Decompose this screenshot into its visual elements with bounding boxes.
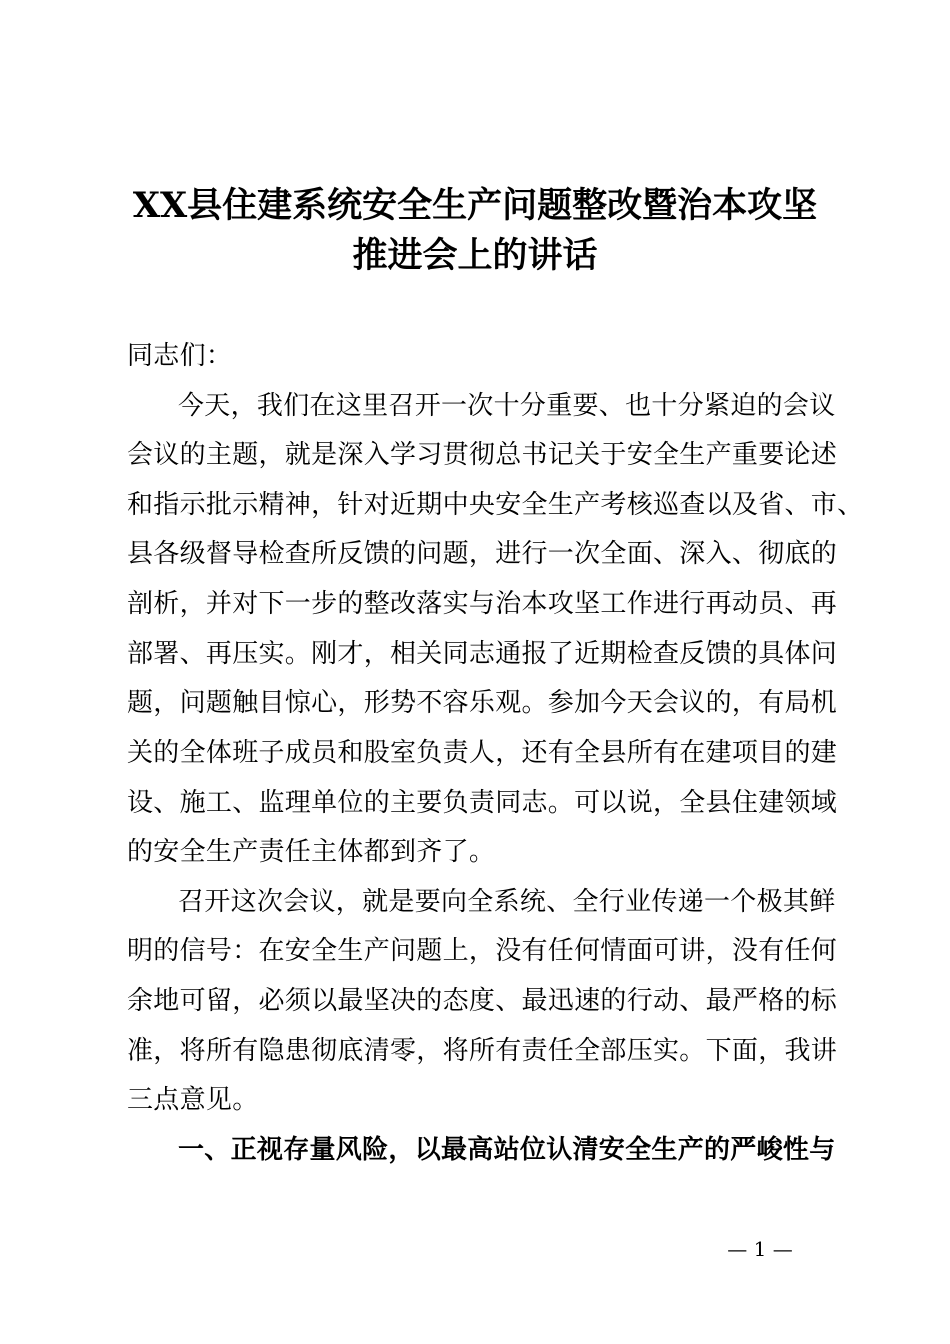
paragraph-2-line: 余地可留，必须以最坚决的态度、最迅速的行动、最严格的标 <box>127 986 838 1016</box>
paragraph-2-line: 召开这次会议，就是要向全系统、全行业传递一个极其鲜 <box>178 887 836 917</box>
paragraph-1-line: 今天，我们在这里召开一次十分重要、也十分紧迫的会议 <box>178 391 836 421</box>
document-title-line-1: XX县住建系统安全生产问题整改暨治本攻坚 <box>132 185 818 226</box>
paragraph-2-line: 准，将所有隐患彻底清零，将所有责任全部压实。下面，我讲 <box>127 1036 838 1066</box>
paragraph-1-line: 的安全生产责任主体都到齐了。 <box>127 837 496 867</box>
paragraph-2-line: 明的信号：在安全生产问题上，没有任何情面可讲，没有任何 <box>127 936 838 966</box>
paragraph-1-line: 剖析，并对下一步的整改落实与治本攻坚工作进行再动员、再 <box>127 589 838 619</box>
paragraph-1-line: 和指示批示精神，针对近期中央安全生产考核巡查以及省、市、 <box>127 490 864 520</box>
paragraph-1-line: 题，问题触目惊心，形势不容乐观。参加今天会议的，有局机 <box>127 688 838 718</box>
paragraph-1-line: 部署、再压实。刚才，相关同志通报了近期检查反馈的具体问 <box>127 639 838 669</box>
section-heading-1: 一、正视存量风险，以最高站位认清安全生产的严峻性与 <box>178 1135 836 1165</box>
salutation: 同志们： <box>127 341 233 371</box>
paragraph-1-line: 设、施工、监理单位的主要负责同志。可以说，全县住建领域 <box>127 788 838 818</box>
paragraph-2-line: 三点意见。 <box>127 1085 259 1115</box>
paragraph-1-line: 关的全体班子成员和股室负责人，还有全县所有在建项目的建 <box>127 738 838 768</box>
document-title-line-2: 推进会上的讲话 <box>352 235 598 276</box>
paragraph-1-line: 县各级督导检查所反馈的问题，进行一次全面、深入、彻底的 <box>127 539 838 569</box>
paragraph-1-line: 会议的主题，就是深入学习贯彻总书记关于安全生产重要论述 <box>127 440 838 470</box>
page-number: — 1 — <box>727 1237 793 1261</box>
